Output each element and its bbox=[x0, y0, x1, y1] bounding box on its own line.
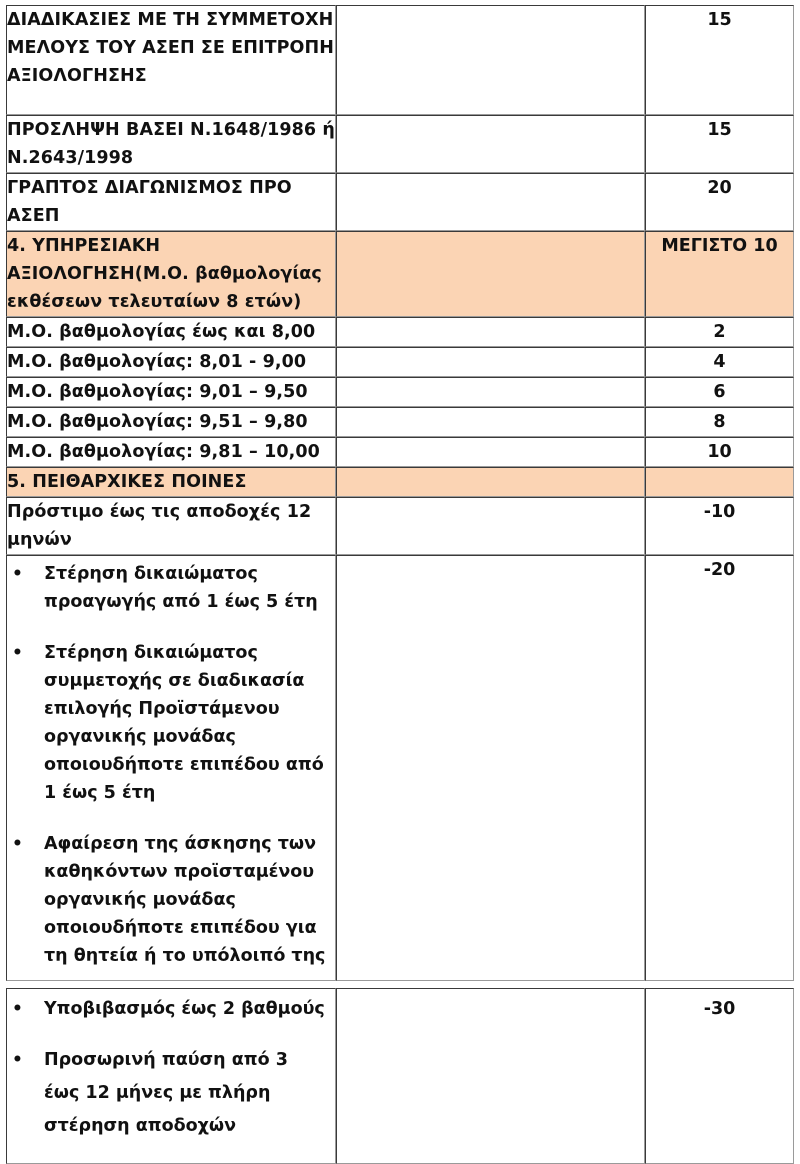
section-5-score bbox=[645, 467, 794, 497]
list-item bbox=[7, 1044, 329, 1143]
penalty-fine-label: Πρόστιμο έως τις αποδοχές 12 μηνών bbox=[6, 497, 336, 555]
list-item bbox=[7, 639, 329, 807]
list-item-text: Υποβιβασμός έως 2 βαθμούς bbox=[44, 999, 325, 1019]
scoring-table-page bbox=[6, 5, 794, 1164]
penalty-group-1-cell bbox=[6, 555, 336, 981]
grade-label: Μ.Ο. βαθμολογίας: 9,81 – 10,00 bbox=[6, 437, 336, 467]
grade-score: 2 bbox=[645, 317, 794, 347]
empty-cell bbox=[336, 988, 645, 1164]
section-4-header-row bbox=[6, 231, 794, 317]
table-row bbox=[6, 5, 794, 115]
penalty-group-2-score: -30 bbox=[645, 988, 794, 1164]
table-row bbox=[6, 317, 794, 347]
row-label: ΔΙΑΔΙΚΑΣΙΕΣ ΜΕ ΤΗ ΣΥΜΜΕΤΟΧΗ ΜΕΛΟΥΣ ΤΟΥ ΑΣΕΠ ΣΕ ΕΠΙΤΡΟΠΗ ΑΞΙΟΛΟΓΗΣΗΣ bbox=[6, 5, 336, 115]
grade-score: 8 bbox=[645, 407, 794, 437]
empty-cell bbox=[336, 437, 645, 467]
bullet-icon: • bbox=[12, 643, 23, 663]
penalty-group-2-cell bbox=[6, 988, 336, 1164]
table-row bbox=[6, 377, 794, 407]
list-item-text: Στέρηση δικαιώματος συμμετοχής σε διαδικασία επιλογής Προϊστάμενου οργανικής μονάδας οποιουδήποτε επιπέδου από 1 έως 5 έτη bbox=[44, 643, 324, 803]
grade-label: Μ.Ο. βαθμολογίας: 8,01 - 9,00 bbox=[6, 347, 336, 377]
penalty-group-1-list bbox=[7, 556, 335, 980]
scoring-table bbox=[6, 5, 794, 1164]
table-row bbox=[6, 173, 794, 231]
section-5-header-row bbox=[6, 467, 794, 497]
empty-cell bbox=[336, 407, 645, 437]
row-label: ΓΡΑΠΤΟΣ ΔΙΑΓΩΝΙΣΜΟΣ ΠΡΟ ΑΣΕΠ bbox=[6, 173, 336, 231]
row-score: 20 bbox=[645, 173, 794, 231]
bullet-icon: • bbox=[12, 564, 23, 584]
list-item bbox=[7, 560, 329, 616]
section-4-empty-cell bbox=[336, 231, 645, 317]
empty-cell bbox=[336, 347, 645, 377]
table-row bbox=[6, 437, 794, 467]
table-row bbox=[6, 347, 794, 377]
grade-label: Μ.Ο. βαθμολογίας: 9,51 – 9,80 bbox=[6, 407, 336, 437]
penalty-fine-score: -10 bbox=[645, 497, 794, 555]
list-item bbox=[7, 830, 329, 970]
grade-score: 10 bbox=[645, 437, 794, 467]
grade-label: Μ.Ο. βαθμολογίας: 9,01 – 9,50 bbox=[6, 377, 336, 407]
section-4-title: 4. ΥΠΗΡΕΣΙΑΚΗ ΑΞΙΟΛΟΓΗΣΗ(Μ.Ο. βαθμολογίας εκθέσεων τελευταίων 8 ετών) bbox=[6, 231, 336, 317]
table-row bbox=[6, 555, 794, 981]
bullet-icon: • bbox=[12, 999, 23, 1019]
section-5-empty-cell bbox=[336, 467, 645, 497]
table-row bbox=[6, 407, 794, 437]
bullet-icon: • bbox=[12, 834, 23, 854]
table-row bbox=[6, 497, 794, 555]
empty-cell bbox=[336, 555, 645, 981]
table-row bbox=[6, 115, 794, 173]
empty-cell bbox=[336, 115, 645, 173]
penalty-group-1-score: -20 bbox=[645, 555, 794, 981]
empty-cell bbox=[336, 377, 645, 407]
list-item-text: Αφαίρεση της άσκησης των καθηκόντων προϊσταμένου οργανικής μονάδας οποιουδήποτε επιπέδου για τη θητεία ή το υπόλοιπό της bbox=[44, 834, 326, 966]
row-score: 15 bbox=[645, 5, 794, 115]
grade-score: 6 bbox=[645, 377, 794, 407]
table-row bbox=[6, 988, 794, 1164]
grade-score: 4 bbox=[645, 347, 794, 377]
row-score: 15 bbox=[645, 115, 794, 173]
list-item-text: Στέρηση δικαιώματος προαγωγής από 1 έως 5 έτη bbox=[44, 564, 318, 612]
empty-cell bbox=[336, 173, 645, 231]
bullet-icon: • bbox=[12, 1050, 23, 1070]
list-item-text: Προσωρινή παύση από 3 έως 12 μήνες με πλήρη στέρηση αποδοχών bbox=[44, 1050, 288, 1136]
row-label: ΠΡΟΣΛΗΨΗ ΒΑΣΕΙ Ν.1648/1986 ή Ν.2643/1998 bbox=[6, 115, 336, 173]
list-item bbox=[7, 993, 329, 1026]
empty-cell bbox=[336, 5, 645, 115]
grade-label: Μ.Ο. βαθμολογίας έως και 8,00 bbox=[6, 317, 336, 347]
empty-cell bbox=[336, 317, 645, 347]
penalty-group-2-list bbox=[7, 989, 335, 1163]
section-4-max-score: ΜΕΓΙΣΤΟ 10 bbox=[645, 231, 794, 317]
row-gap bbox=[6, 981, 794, 988]
section-5-title: 5. ΠΕΙΘΑΡΧΙΚΕΣ ΠΟΙΝΕΣ bbox=[6, 467, 336, 497]
empty-cell bbox=[336, 497, 645, 555]
